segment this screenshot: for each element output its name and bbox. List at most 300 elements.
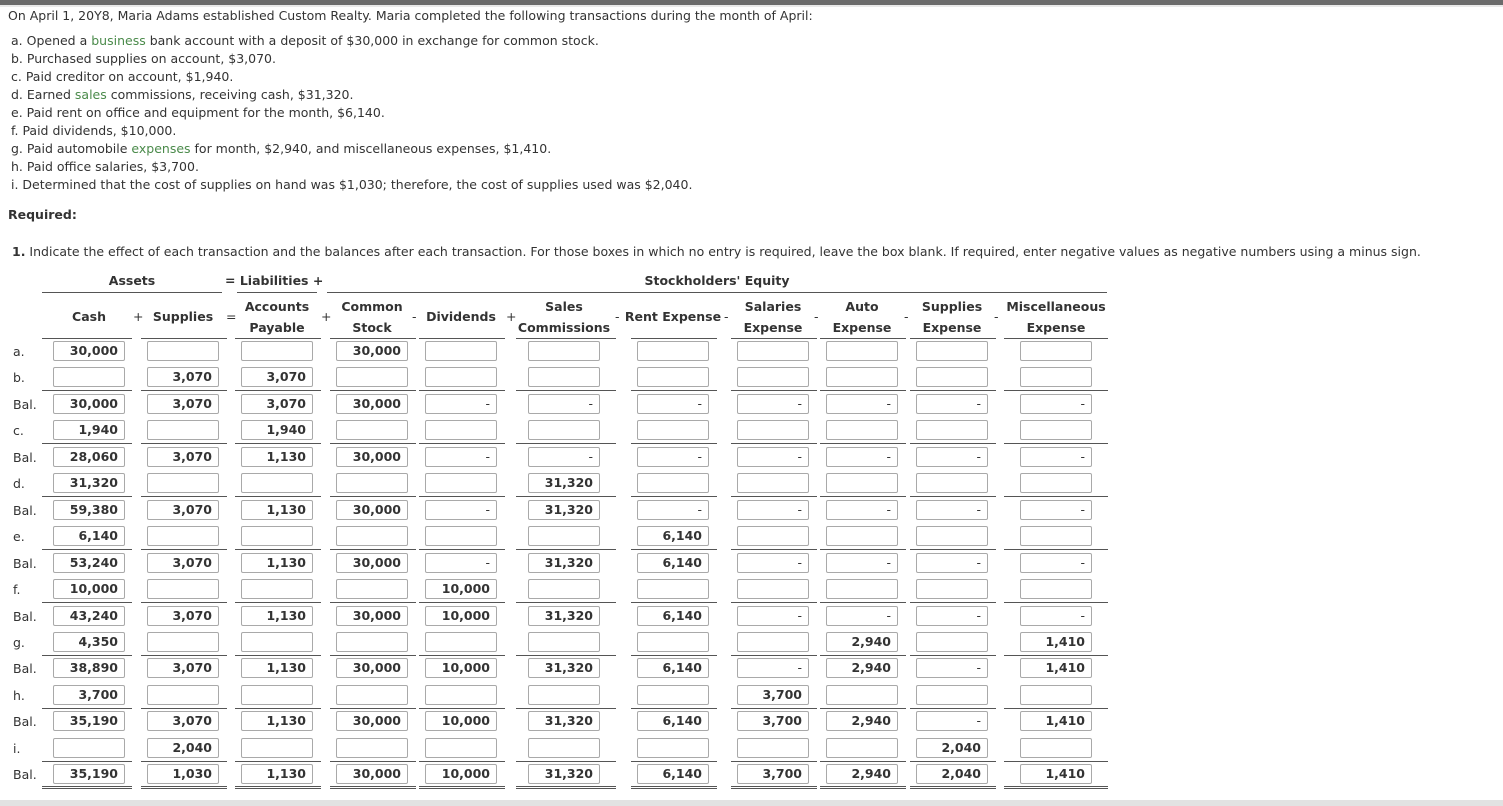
- rent-expense-cell[interactable]: [637, 367, 709, 387]
- miscellaneous-expense-cell[interactable]: -: [1020, 394, 1092, 414]
- row-rule: [1004, 443, 1108, 444]
- total-double-rule: [330, 786, 416, 789]
- rent-expense-cell[interactable]: [637, 473, 709, 493]
- header-underline: [235, 338, 321, 339]
- row-rule: [141, 443, 227, 444]
- rent-expense-cell[interactable]: [637, 738, 709, 758]
- rent-expense-cell[interactable]: 6,140: [637, 606, 709, 626]
- sales-commissions-cell[interactable]: [528, 341, 600, 361]
- accounts-payable-cell[interactable]: 3,070: [241, 367, 313, 387]
- supplies-cell[interactable]: [147, 579, 219, 599]
- rent-expense-cell[interactable]: 6,140: [637, 764, 709, 784]
- supplies-expense-cell[interactable]: [916, 367, 988, 387]
- dividends-cell[interactable]: [425, 526, 497, 546]
- transaction-item: f. Paid dividends, $10,000.: [11, 123, 177, 138]
- auto-expense-cell[interactable]: [826, 367, 898, 387]
- common-stock-cell[interactable]: 30,000: [336, 606, 408, 626]
- sales-commissions-cell[interactable]: [528, 367, 600, 387]
- miscellaneous-expense-cell[interactable]: [1020, 341, 1092, 361]
- row-rule: [1004, 655, 1108, 656]
- cash-cell[interactable]: 38,890: [53, 658, 125, 678]
- glossary-link[interactable]: expenses: [131, 141, 191, 156]
- auto-expense-cell[interactable]: -: [826, 606, 898, 626]
- row-rule: [820, 761, 906, 762]
- transaction-item: b. Purchased supplies on account, $3,070.: [11, 51, 276, 66]
- dividends-header: Dividends: [426, 309, 496, 324]
- sales-commissions-cell[interactable]: [528, 632, 600, 652]
- dividends-cell[interactable]: [425, 367, 497, 387]
- accounts-payable-cell[interactable]: [241, 526, 313, 546]
- auto-expense-cell[interactable]: [826, 420, 898, 440]
- auto-expense-cell[interactable]: 2,940: [826, 658, 898, 678]
- common-stock-cell[interactable]: 30,000: [336, 341, 408, 361]
- cash-cell[interactable]: 30,000: [53, 394, 125, 414]
- glossary-link[interactable]: business: [91, 33, 146, 48]
- supplies-cell[interactable]: 3,070: [147, 553, 219, 573]
- sales-commissions-cell[interactable]: 31,320: [528, 711, 600, 731]
- accounts-payable-cell[interactable]: 1,130: [241, 711, 313, 731]
- header-underline: [419, 338, 505, 339]
- rent-expense-cell[interactable]: [637, 579, 709, 599]
- supplies-expense-cell[interactable]: -: [916, 447, 988, 467]
- cash-cell[interactable]: 30,000: [53, 341, 125, 361]
- miscellaneous-expense-cell[interactable]: [1020, 367, 1092, 387]
- row-rule: [141, 602, 227, 603]
- header-operator: -: [724, 309, 729, 324]
- transaction-item: d. Earned sales commissions, receiving cash, $31,320.: [11, 87, 354, 102]
- dividends-cell[interactable]: -: [425, 394, 497, 414]
- cash-cell[interactable]: 28,060: [53, 447, 125, 467]
- auto-expense-cell[interactable]: [826, 473, 898, 493]
- salaries-expense-cell[interactable]: -: [737, 394, 809, 414]
- row-rule: [731, 655, 817, 656]
- common-stock-cell[interactable]: 30,000: [336, 394, 408, 414]
- auto-expense-cell[interactable]: [826, 579, 898, 599]
- row-rule: [419, 761, 505, 762]
- salaries-expense-cell[interactable]: -: [737, 553, 809, 573]
- row-rule: [631, 655, 717, 656]
- supplies-expense-cell[interactable]: -: [916, 711, 988, 731]
- auto-expense-cell[interactable]: [826, 341, 898, 361]
- salaries-expense-cell[interactable]: -: [737, 606, 809, 626]
- miscellaneous-expense-cell[interactable]: -: [1020, 606, 1092, 626]
- supplies-expense-cell[interactable]: -: [916, 394, 988, 414]
- rent-expense-cell[interactable]: 6,140: [637, 711, 709, 731]
- accounts-payable-cell[interactable]: 1,130: [241, 606, 313, 626]
- auto-expense-cell[interactable]: [826, 526, 898, 546]
- row-rule: [910, 390, 996, 391]
- cash-cell[interactable]: [53, 738, 125, 758]
- row-rule: [516, 655, 616, 656]
- common-stock-cell[interactable]: 30,000: [336, 500, 408, 520]
- auto-expense-cell[interactable]: [826, 738, 898, 758]
- supplies-cell[interactable]: 3,070: [147, 658, 219, 678]
- salaries-expense-cell[interactable]: -: [737, 447, 809, 467]
- equity-group-header: Stockholders' Equity: [644, 273, 790, 288]
- supplies-cell[interactable]: 3,070: [147, 367, 219, 387]
- row-rule: [42, 655, 132, 656]
- miscellaneous-expense-cell[interactable]: [1020, 526, 1092, 546]
- common-stock-cell[interactable]: [336, 367, 408, 387]
- total-double-rule: [910, 786, 996, 789]
- supplies-expense-cell[interactable]: [916, 632, 988, 652]
- salaries-expense-cell[interactable]: [737, 420, 809, 440]
- cash-cell[interactable]: 1,940: [53, 420, 125, 440]
- miscellaneous-expense-cell[interactable]: [1020, 738, 1092, 758]
- row-label: g.: [13, 635, 25, 650]
- row-rule: [330, 443, 416, 444]
- cash-cell[interactable]: 43,240: [53, 606, 125, 626]
- rent-expense-cell[interactable]: 6,140: [637, 658, 709, 678]
- supplies-cell[interactable]: 2,040: [147, 738, 219, 758]
- dividends-cell[interactable]: 10,000: [425, 606, 497, 626]
- dividends-cell[interactable]: [425, 738, 497, 758]
- rent-expense-cell[interactable]: 6,140: [637, 553, 709, 573]
- accounts-payable-cell[interactable]: 1,130: [241, 658, 313, 678]
- miscellaneous-expense-cell[interactable]: 1,410: [1020, 711, 1092, 731]
- row-rule: [235, 443, 321, 444]
- accounts-payable-cell[interactable]: 1,130: [241, 500, 313, 520]
- dividends-cell[interactable]: 10,000: [425, 579, 497, 599]
- row-rule: [516, 708, 616, 709]
- supplies-expense-cell[interactable]: [916, 420, 988, 440]
- accounts-payable-cell[interactable]: 1,940: [241, 420, 313, 440]
- row-rule: [1004, 549, 1108, 550]
- cash-cell[interactable]: 4,350: [53, 632, 125, 652]
- row-rule: [631, 496, 717, 497]
- auto-expense-header-line2: Expense: [832, 320, 892, 335]
- dividends-cell[interactable]: 10,000: [425, 711, 497, 731]
- dividends-cell[interactable]: [425, 341, 497, 361]
- rent-expense-cell[interactable]: [637, 632, 709, 652]
- sales-commissions-cell[interactable]: 31,320: [528, 658, 600, 678]
- supplies-cell[interactable]: 3,070: [147, 711, 219, 731]
- row-rule: [1004, 602, 1108, 603]
- rent-expense-cell[interactable]: -: [637, 394, 709, 414]
- row-label: Bal.: [13, 397, 37, 412]
- accounts-payable-cell[interactable]: 1,130: [241, 764, 313, 784]
- header-operator: +: [321, 309, 332, 324]
- supplies-expense-cell[interactable]: -: [916, 553, 988, 573]
- cash-cell[interactable]: 59,380: [53, 500, 125, 520]
- salaries-expense-cell[interactable]: [737, 738, 809, 758]
- row-label: Bal.: [13, 609, 37, 624]
- row-rule: [330, 761, 416, 762]
- supplies-expense-cell[interactable]: -: [916, 500, 988, 520]
- miscellaneous-expense-cell[interactable]: -: [1020, 553, 1092, 573]
- salaries-expense-cell[interactable]: [737, 367, 809, 387]
- rent-expense-cell[interactable]: [637, 685, 709, 705]
- accounts-payable-cell[interactable]: 1,130: [241, 553, 313, 573]
- sales-commissions-cell[interactable]: 31,320: [528, 473, 600, 493]
- sales-commissions-header-line1: Sales: [545, 299, 583, 314]
- accounts-payable-cell[interactable]: [241, 473, 313, 493]
- row-rule: [42, 443, 132, 444]
- accounts-payable-cell[interactable]: [241, 685, 313, 705]
- dividends-cell[interactable]: -: [425, 500, 497, 520]
- miscellaneous-expense-cell[interactable]: [1020, 685, 1092, 705]
- transaction-list: [11, 32, 692, 194]
- supplies-cell[interactable]: 3,070: [147, 447, 219, 467]
- dividends-cell[interactable]: -: [425, 553, 497, 573]
- salaries-expense-cell[interactable]: [737, 341, 809, 361]
- rent-expense-cell[interactable]: [637, 420, 709, 440]
- common-stock-cell[interactable]: 30,000: [336, 764, 408, 784]
- miscellaneous-expense-cell[interactable]: -: [1020, 500, 1092, 520]
- dividends-cell[interactable]: [425, 632, 497, 652]
- common-stock-cell[interactable]: [336, 632, 408, 652]
- row-rule: [820, 496, 906, 497]
- row-rule: [516, 390, 616, 391]
- header-operator: -: [994, 309, 999, 324]
- miscellaneous-expense-cell[interactable]: [1020, 473, 1092, 493]
- row-rule: [330, 602, 416, 603]
- supplies-expense-cell[interactable]: [916, 685, 988, 705]
- supplies-cell[interactable]: [147, 420, 219, 440]
- row-rule: [330, 496, 416, 497]
- salaries-expense-cell[interactable]: [737, 632, 809, 652]
- header-operator: -: [615, 309, 620, 324]
- accounts-payable-header-line2: Payable: [249, 320, 305, 335]
- header-underline: [42, 338, 132, 339]
- supplies-cell[interactable]: [147, 632, 219, 652]
- supplies-expense-cell[interactable]: [916, 473, 988, 493]
- sales-commissions-cell[interactable]: [528, 420, 600, 440]
- bottom-bar: [0, 800, 1503, 806]
- row-rule: [516, 443, 616, 444]
- common-stock-cell[interactable]: 30,000: [336, 447, 408, 467]
- miscellaneous-expense-cell[interactable]: [1020, 579, 1092, 599]
- dividends-cell[interactable]: [425, 420, 497, 440]
- auto-expense-cell[interactable]: [826, 685, 898, 705]
- row-rule: [631, 708, 717, 709]
- miscellaneous-expense-cell[interactable]: 1,410: [1020, 632, 1092, 652]
- supplies-cell[interactable]: 3,070: [147, 394, 219, 414]
- rent-expense-cell[interactable]: -: [637, 447, 709, 467]
- supplies-cell[interactable]: [147, 341, 219, 361]
- common-stock-cell[interactable]: [336, 473, 408, 493]
- common-stock-cell[interactable]: [336, 685, 408, 705]
- header-operator: =: [226, 309, 237, 324]
- supplies-expense-cell[interactable]: 2,040: [916, 764, 988, 784]
- instruction-text: Indicate the effect of each transaction and the balances after each transaction. For those boxes in which no entry is required, leave the box blank. If required, enter negative values as negative numbers using a minus sign.: [25, 244, 1421, 259]
- header-underline: [1004, 338, 1108, 339]
- supplies-expense-cell[interactable]: [916, 341, 988, 361]
- supplies-expense-header-line2: Expense: [922, 320, 982, 335]
- miscellaneous-expense-cell[interactable]: [1020, 420, 1092, 440]
- accounts-payable-cell[interactable]: [241, 738, 313, 758]
- row-rule: [516, 602, 616, 603]
- salaries-expense-cell[interactable]: [737, 579, 809, 599]
- row-rule: [631, 390, 717, 391]
- row-rule: [631, 761, 717, 762]
- common-stock-cell[interactable]: [336, 526, 408, 546]
- accounts-payable-header-line1: Accounts: [244, 299, 310, 314]
- assets-underline: [42, 292, 222, 293]
- cash-cell[interactable]: 3,700: [53, 685, 125, 705]
- row-rule: [235, 390, 321, 391]
- salaries-expense-header-line2: Expense: [743, 320, 803, 335]
- dividends-cell[interactable]: [425, 685, 497, 705]
- liabilities-underline: [237, 292, 317, 293]
- row-label: Bal.: [13, 556, 37, 571]
- row-rule: [910, 761, 996, 762]
- transaction-item: h. Paid office salaries, $3,700.: [11, 159, 199, 174]
- row-rule: [731, 549, 817, 550]
- auto-expense-cell[interactable]: 2,940: [826, 764, 898, 784]
- sales-commissions-cell[interactable]: -: [528, 447, 600, 467]
- salaries-expense-cell[interactable]: -: [737, 658, 809, 678]
- auto-expense-header-line1: Auto: [845, 299, 879, 314]
- total-double-rule: [419, 786, 505, 789]
- cash-cell[interactable]: 10,000: [53, 579, 125, 599]
- supplies-cell[interactable]: [147, 685, 219, 705]
- row-rule: [42, 496, 132, 497]
- cash-cell[interactable]: 35,190: [53, 764, 125, 784]
- row-rule: [731, 390, 817, 391]
- sales-commissions-cell[interactable]: 31,320: [528, 606, 600, 626]
- common-stock-cell[interactable]: 30,000: [336, 553, 408, 573]
- salaries-expense-cell[interactable]: -: [737, 500, 809, 520]
- row-rule: [235, 708, 321, 709]
- supplies-cell[interactable]: [147, 473, 219, 493]
- row-rule: [141, 549, 227, 550]
- sales-commissions-cell[interactable]: 31,320: [528, 500, 600, 520]
- supplies-expense-cell[interactable]: 2,040: [916, 738, 988, 758]
- sales-commissions-cell[interactable]: [528, 738, 600, 758]
- row-label: h.: [13, 688, 25, 703]
- row-rule: [1004, 390, 1108, 391]
- row-label: b.: [13, 370, 25, 385]
- row-rule: [330, 390, 416, 391]
- glossary-link[interactable]: sales: [74, 87, 107, 102]
- cash-cell[interactable]: [53, 367, 125, 387]
- row-rule: [731, 708, 817, 709]
- row-rule: [820, 443, 906, 444]
- transaction-item: g. Paid automobile expenses for month, $2,940, and miscellaneous expenses, $1,410.: [11, 141, 552, 156]
- dividends-cell[interactable]: 10,000: [425, 658, 497, 678]
- auto-expense-cell[interactable]: 2,940: [826, 632, 898, 652]
- total-double-rule: [516, 786, 616, 789]
- header-underline: [910, 338, 996, 339]
- transaction-item: c. Paid creditor on account, $1,940.: [11, 69, 234, 84]
- miscellaneous-expense-cell[interactable]: -: [1020, 447, 1092, 467]
- row-rule: [141, 496, 227, 497]
- accounts-payable-cell[interactable]: [241, 632, 313, 652]
- common-stock-cell[interactable]: [336, 738, 408, 758]
- supplies-expense-cell[interactable]: [916, 579, 988, 599]
- auto-expense-cell[interactable]: -: [826, 553, 898, 573]
- supplies-expense-cell[interactable]: -: [916, 658, 988, 678]
- row-rule: [910, 655, 996, 656]
- top-bar-shadow: [0, 5, 1503, 7]
- row-rule: [235, 496, 321, 497]
- auto-expense-cell[interactable]: 2,940: [826, 711, 898, 731]
- sales-commissions-cell[interactable]: 31,320: [528, 553, 600, 573]
- sales-commissions-cell[interactable]: [528, 526, 600, 546]
- accounts-payable-cell[interactable]: 1,130: [241, 447, 313, 467]
- row-rule: [820, 655, 906, 656]
- row-rule: [631, 602, 717, 603]
- dividends-cell[interactable]: -: [425, 447, 497, 467]
- common-stock-cell[interactable]: 30,000: [336, 711, 408, 731]
- row-rule: [141, 655, 227, 656]
- miscellaneous-expense-header-line1: Miscellaneous: [1006, 299, 1106, 314]
- accounts-payable-cell[interactable]: [241, 579, 313, 599]
- sales-commissions-cell[interactable]: -: [528, 394, 600, 414]
- row-rule: [731, 443, 817, 444]
- row-rule: [516, 496, 616, 497]
- row-rule: [820, 549, 906, 550]
- miscellaneous-expense-cell[interactable]: 1,410: [1020, 764, 1092, 784]
- rent-expense-cell[interactable]: 6,140: [637, 526, 709, 546]
- row-rule: [516, 761, 616, 762]
- supplies-cell[interactable]: 3,070: [147, 500, 219, 520]
- salaries-expense-cell[interactable]: 3,700: [737, 685, 809, 705]
- row-label: Bal.: [13, 714, 37, 729]
- row-rule: [235, 655, 321, 656]
- salaries-expense-cell[interactable]: 3,700: [737, 764, 809, 784]
- row-label: f.: [13, 582, 21, 597]
- sales-commissions-header-line2: Commissions: [517, 320, 611, 335]
- total-double-rule: [1004, 786, 1108, 789]
- row-rule: [235, 761, 321, 762]
- salaries-expense-cell[interactable]: [737, 473, 809, 493]
- supplies-expense-header-line1: Supplies: [921, 299, 983, 314]
- row-rule: [419, 496, 505, 497]
- common-stock-cell[interactable]: [336, 579, 408, 599]
- accounts-payable-cell[interactable]: [241, 341, 313, 361]
- cash-cell[interactable]: 6,140: [53, 526, 125, 546]
- dividends-cell[interactable]: 10,000: [425, 764, 497, 784]
- auto-expense-cell[interactable]: -: [826, 500, 898, 520]
- auto-expense-cell[interactable]: -: [826, 447, 898, 467]
- supplies-cell[interactable]: 1,030: [147, 764, 219, 784]
- cash-cell[interactable]: 53,240: [53, 553, 125, 573]
- row-rule: [910, 549, 996, 550]
- rent-expense-cell[interactable]: [637, 341, 709, 361]
- common-stock-cell[interactable]: [336, 420, 408, 440]
- row-rule: [42, 761, 132, 762]
- header-operator: -: [412, 309, 417, 324]
- dividends-cell[interactable]: [425, 473, 497, 493]
- miscellaneous-expense-cell[interactable]: 1,410: [1020, 658, 1092, 678]
- instruction-number: 1.: [12, 244, 26, 259]
- supplies-cell[interactable]: 3,070: [147, 606, 219, 626]
- row-rule: [631, 443, 717, 444]
- sales-commissions-cell[interactable]: [528, 579, 600, 599]
- cash-cell[interactable]: 31,320: [53, 473, 125, 493]
- rent-expense-cell[interactable]: -: [637, 500, 709, 520]
- accounts-payable-cell[interactable]: 3,070: [241, 394, 313, 414]
- salaries-expense-cell[interactable]: [737, 526, 809, 546]
- header-underline: [141, 338, 227, 339]
- transaction-item: a. Opened a business bank account with a deposit of $30,000 in exchange for common stock.: [11, 33, 599, 48]
- sales-commissions-cell[interactable]: [528, 685, 600, 705]
- sales-commissions-cell[interactable]: 31,320: [528, 764, 600, 784]
- row-rule: [419, 708, 505, 709]
- cash-cell[interactable]: 35,190: [53, 711, 125, 731]
- row-label: Bal.: [13, 767, 37, 782]
- supplies-expense-cell[interactable]: -: [916, 606, 988, 626]
- common-stock-header-line2: Stock: [352, 320, 392, 335]
- salaries-expense-cell[interactable]: 3,700: [737, 711, 809, 731]
- supplies-expense-cell[interactable]: [916, 526, 988, 546]
- header-underline: [516, 338, 616, 339]
- supplies-cell[interactable]: [147, 526, 219, 546]
- auto-expense-cell[interactable]: -: [826, 394, 898, 414]
- common-stock-cell[interactable]: 30,000: [336, 658, 408, 678]
